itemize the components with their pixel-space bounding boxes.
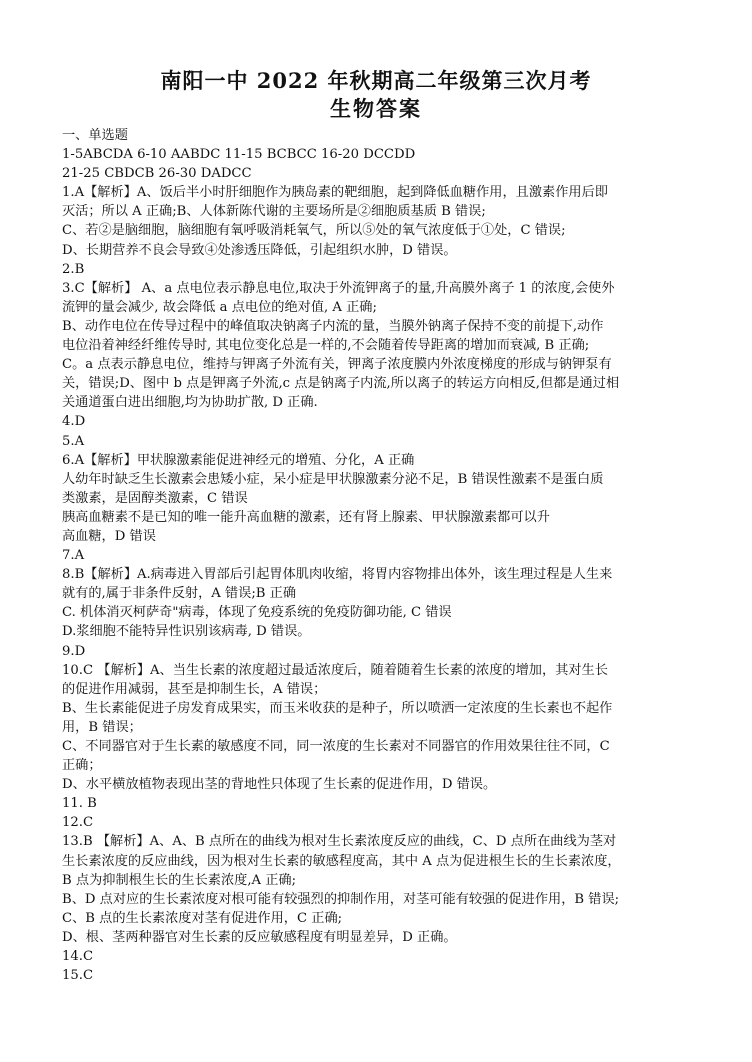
answer-line: 高血糖，D 错误 [62, 528, 156, 544]
answer-line: D、水平横放植物表现出茎的背地性只体现了生长素的促进作用，D 错误。 [62, 777, 497, 793]
answer-line: 12.C [62, 815, 94, 831]
answer-line: 10.C 【解析】A、当生长素的浓度超过最适浓度后，随着随着生长素的浓度的增加，其对生长 [62, 662, 608, 678]
answer-line: 的促进作用减弱，甚至是抑制生长，A 错误； [62, 681, 327, 697]
answer-line: 5.A [62, 433, 85, 449]
answer-line: B、D 点对应的生长素浓度对根可能有较强烈的抑制作用，对茎可能有较强的促进作用，B 错误; [62, 891, 620, 907]
answer-line: 就有的,属于非条件反射，A 错误;B 正确 [62, 586, 297, 602]
answer-line: D.浆细胞不能特异性识别该病毒, D 错误。 [62, 624, 311, 640]
answer-line: B、动作电位在传导过程中的峰值取决钠离子内流的量，当膜外钠离子保持不变的前提下,动作 [62, 318, 604, 334]
answer-line: 14.C [62, 949, 94, 965]
answer-line: 一、单选题 [62, 128, 128, 143]
answer-line: C. 机体消灭柯萨奇"病毒，体现了免疫系统的免疫防御功能, C 错误 [62, 605, 452, 621]
answer-line: 类激素，是固醇类激素，C 错误 [62, 490, 248, 506]
answer-line: 1-5ABCDA 6-10 AABDC 11-15 BCBCC 16-20 DCCDD [62, 147, 416, 163]
answer-line: 关，错误;D、图中 b 点是钾离子外流,c 点是钠离子内流,所以离子的转运方向相反,但都是通过相 [62, 376, 620, 392]
answer-line: D、长期营养不良会导致④处渗透压降低，引起组织水肿，D 错误。 [62, 242, 457, 258]
answer-line: 人幼年时缺乏生长激素会患矮小症，呆小症是甲状腺激素分泌不足，B 错误性激素不是蛋白质 [62, 471, 604, 487]
answer-line: B 点为抑制根生长的生长素浓度,A 正确; [62, 872, 297, 888]
answer-line: 6.A【解析】甲状腺激素能促进神经元的增殖、分化，A 正确 [62, 452, 415, 468]
answer-line: 电位沿着神经纤维传导时, 其电位变化总是一样的,不会随着传导距离的增加而衰减, B 正确; [62, 338, 590, 354]
answer-line: 正确； [62, 758, 102, 774]
answer-line: 胰高血糖素不是已知的唯一能升高血糖的激素，还有肾上腺素、甲状腺激素都可以升 [62, 509, 550, 525]
document-subtitle: 生物答案 [330, 96, 422, 121]
answer-line: 9.D [62, 643, 86, 659]
answer-line: B、生长素能促进子房发育成果实，而玉米收获的是种子，所以喷洒一定浓度的生长素也不起作 [62, 700, 613, 716]
answer-line: C。a 点表示静息电位，维持与钾离子外流有关，钾离子浓度膜内外浓度梯度的形成与钠钾泵有 [62, 357, 612, 373]
answer-line: C、若②是脑细胞，脑细胞有氧呼吸消耗氧气，所以⑤处的氧气浓度低于①处，C 错误; [62, 223, 566, 239]
answer-line: 13.B 【解析】A、A、B 点所在的曲线为根对生长素浓度反应的曲线，C、D 点所在曲线为茎对 [62, 834, 617, 850]
answer-line: C、不同器官对于生长素的敏感度不同，同一浓度的生长素对不同器官的作用效果往往不同，C [62, 739, 610, 754]
answer-line: 流钾的量会减少, 故会降低 a 点电位的绝对值, A 正确; [62, 299, 377, 315]
answer-line: 关通道蛋白进出细胞,均为协助扩散, D 正确. [62, 395, 318, 411]
answer-line: 灭活；所以 A 正确;B、人体新陈代谢的主要场所是②细胞质基质 B 错误; [62, 204, 486, 220]
answer-line: 3.C【解析】 A、a 点电位表示静息电位,取决于外流钾离子的量,升高膜外离子 1 的浓度,会使外 [62, 280, 615, 296]
answer-line: C、B 点的生长素浓度对茎有促进作用，C 正确; [62, 910, 343, 926]
answer-line: 7.A [62, 548, 85, 564]
answer-line: 21-25 CBDCB 26-30 DADCC [62, 166, 252, 182]
answer-line: 2.B [62, 261, 85, 277]
answer-line: D、根、茎两种器官对生长素的反应敏感程度有明显差异，D 正确。 [62, 929, 457, 945]
answer-body [62, 126, 694, 985]
answer-line: 15.C [62, 968, 94, 984]
answer-line: 4.D [62, 414, 86, 430]
answer-line: 1.A【解析】A、饭后半小时肝细胞作为胰岛素的靶细胞，起到降低血糖作用，且激素作用后即 [62, 185, 608, 201]
answer-line: 11. B [62, 796, 97, 812]
answer-line: 8.B【解析】A.病毒进入胃部后引起胃体肌肉收缩，将胃内容物排出体外，该生理过程是人生来 [62, 567, 613, 583]
document-title: 南阳一中 2022 年秋期高二年级第三次月考 [160, 68, 592, 93]
answer-line: 用，B 错误； [62, 719, 142, 735]
answer-line: 生长素浓度的反应曲线，因为根对生长素的敏感程度高，其中 A 点为促进根生长的生长素浓度， [62, 853, 621, 869]
